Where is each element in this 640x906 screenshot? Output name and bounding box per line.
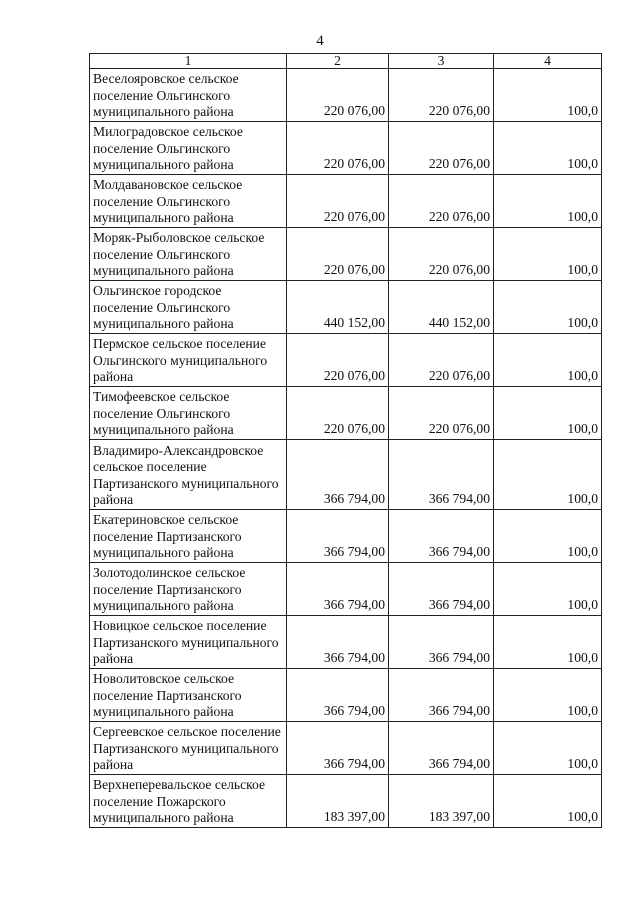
value-col-3-cell: 220 076,00 [389, 228, 494, 281]
header-col-2: 2 [287, 54, 389, 69]
settlement-name-cell: Молдавановское сельское поселение Ольгинского муниципального района [90, 175, 287, 228]
value-col-3-cell: 366 794,00 [389, 510, 494, 563]
value-col-3-cell: 366 794,00 [389, 722, 494, 775]
table-row [90, 175, 602, 228]
table-header-row [90, 54, 602, 69]
value-col-4-cell: 100,0 [494, 722, 602, 775]
value-col-4-cell: 100,0 [494, 69, 602, 122]
table-row [90, 440, 602, 510]
value-col-4-cell: 100,0 [494, 122, 602, 175]
value-col-3-cell: 366 794,00 [389, 669, 494, 722]
table-body [90, 54, 602, 828]
value-col-3-cell: 220 076,00 [389, 175, 494, 228]
table-row [90, 616, 602, 669]
value-col-4-cell: 100,0 [494, 175, 602, 228]
value-col-3-cell: 440 152,00 [389, 281, 494, 334]
value-col-3-cell: 220 076,00 [389, 122, 494, 175]
value-col-3-cell: 366 794,00 [389, 440, 494, 510]
allocation-table [89, 53, 602, 828]
table-row [90, 122, 602, 175]
value-col-4-cell: 100,0 [494, 616, 602, 669]
settlement-name-cell: Новицкое сельское поселение Партизанского муниципального района [90, 616, 287, 669]
value-col-4-cell: 100,0 [494, 334, 602, 387]
settlement-name-cell: Верхнеперевальское сельское поселение Пожарского муниципального района [90, 775, 287, 828]
value-col-2-cell: 220 076,00 [287, 228, 389, 281]
value-col-4-cell: 100,0 [494, 510, 602, 563]
page-number: 4 [316, 33, 324, 49]
value-col-3-cell: 366 794,00 [389, 563, 494, 616]
table-row [90, 563, 602, 616]
value-col-2-cell: 366 794,00 [287, 510, 389, 563]
value-col-2-cell: 220 076,00 [287, 387, 389, 440]
value-col-3-cell: 220 076,00 [389, 69, 494, 122]
value-col-3-cell: 220 076,00 [389, 334, 494, 387]
value-col-4-cell: 100,0 [494, 440, 602, 510]
table-row [90, 669, 602, 722]
header-col-4: 4 [494, 54, 602, 69]
settlement-name-cell: Новолитовское сельское поселение Партизанского муниципального района [90, 669, 287, 722]
settlement-name-cell: Веселояровское сельское поселение Ольгинского муниципального района [90, 69, 287, 122]
table-row [90, 722, 602, 775]
value-col-2-cell: 366 794,00 [287, 563, 389, 616]
value-col-4-cell: 100,0 [494, 281, 602, 334]
settlement-name-cell: Тимофеевское сельское поселение Ольгинского муниципального района [90, 387, 287, 440]
settlement-name-cell: Пермское сельское поселение Ольгинского муниципального района [90, 334, 287, 387]
value-col-3-cell: 366 794,00 [389, 616, 494, 669]
value-col-2-cell: 366 794,00 [287, 440, 389, 510]
settlement-name-cell: Сергеевское сельское поселение Партизанского муниципального района [90, 722, 287, 775]
value-col-2-cell: 220 076,00 [287, 334, 389, 387]
header-col-1: 1 [90, 54, 287, 69]
value-col-4-cell: 100,0 [494, 228, 602, 281]
value-col-3-cell: 183 397,00 [389, 775, 494, 828]
settlement-name-cell: Владимиро-Александровское сельское поселение Партизанского муниципального района [90, 440, 287, 510]
value-col-2-cell: 220 076,00 [287, 69, 389, 122]
value-col-4-cell: 100,0 [494, 669, 602, 722]
settlement-name-cell: Милоградовское сельское поселение Ольгинского муниципального района [90, 122, 287, 175]
value-col-4-cell: 100,0 [494, 563, 602, 616]
header-col-3: 3 [389, 54, 494, 69]
value-col-2-cell: 220 076,00 [287, 175, 389, 228]
settlement-name-cell: Ольгинское городское поселение Ольгинского муниципального района [90, 281, 287, 334]
table-row [90, 387, 602, 440]
value-col-3-cell: 220 076,00 [389, 387, 494, 440]
value-col-2-cell: 220 076,00 [287, 122, 389, 175]
settlement-name-cell: Екатериновское сельское поселение Партизанского муниципального района [90, 510, 287, 563]
value-col-4-cell: 100,0 [494, 775, 602, 828]
table-row [90, 228, 602, 281]
value-col-2-cell: 366 794,00 [287, 616, 389, 669]
table-row [90, 281, 602, 334]
table-row [90, 510, 602, 563]
value-col-2-cell: 366 794,00 [287, 669, 389, 722]
table-row [90, 334, 602, 387]
table-row [90, 69, 602, 122]
value-col-2-cell: 440 152,00 [287, 281, 389, 334]
value-col-4-cell: 100,0 [494, 387, 602, 440]
value-col-2-cell: 183 397,00 [287, 775, 389, 828]
settlement-name-cell: Моряк-Рыболовское сельское поселение Ольгинского муниципального района [90, 228, 287, 281]
table-row [90, 775, 602, 828]
settlement-name-cell: Золотодолинское сельское поселение Партизанского муниципального района [90, 563, 287, 616]
value-col-2-cell: 366 794,00 [287, 722, 389, 775]
